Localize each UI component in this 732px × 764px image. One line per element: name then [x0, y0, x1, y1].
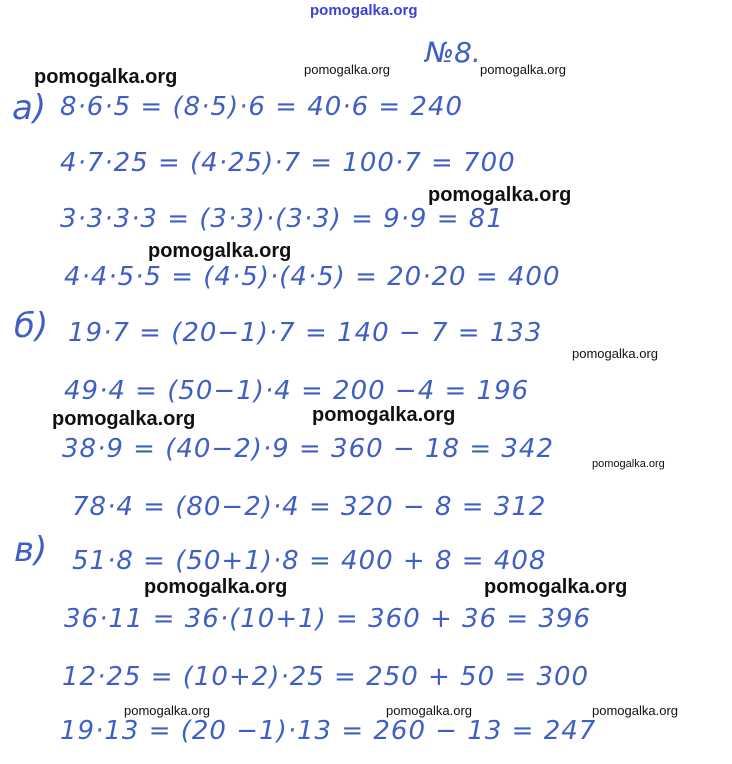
- label-v: в): [14, 530, 48, 570]
- watermark: pomogalka.org: [386, 703, 472, 718]
- watermark: pomogalka.org: [428, 184, 572, 206]
- line-a2: 4·7·25 = (4·25)·7 = 100·7 = 700: [60, 148, 516, 178]
- line-a1: 8·6·5 = (8·5)·6 = 40·6 = 240: [60, 92, 464, 122]
- line-v4: 19·13 = (20 −1)·13 = 260 − 13 = 247: [60, 716, 597, 746]
- line-v3: 12·25 = (10+2)·25 = 250 + 50 = 300: [62, 662, 590, 692]
- label-b: б): [14, 306, 49, 346]
- watermark: pomogalka.org: [34, 66, 178, 88]
- line-b3: 38·9 = (40−2)·9 = 360 − 18 = 342: [62, 434, 554, 464]
- line-b2: 49·4 = (50−1)·4 = 200 −4 = 196: [64, 376, 530, 406]
- line-a4: 4·4·5·5 = (4·5)·(4·5) = 20·20 = 400: [64, 262, 561, 292]
- line-a3: 3·3·3·3 = (3·3)·(3·3) = 9·9 = 81: [60, 204, 504, 234]
- watermark: pomogalka.org: [148, 240, 292, 262]
- watermark: pomogalka.org: [312, 404, 456, 426]
- problem-number: №8.: [425, 36, 481, 69]
- line-v1: 51·8 = (50+1)·8 = 400 + 8 = 408: [72, 546, 547, 576]
- line-b1: 19·7 = (20−1)·7 = 140 − 7 = 133: [68, 318, 543, 348]
- watermark: pomogalka.org: [480, 62, 566, 77]
- line-v2: 36·11 = 36·(10+1) = 360 + 36 = 396: [64, 604, 592, 634]
- label-a: а): [12, 88, 47, 128]
- watermark-top: pomogalka.org: [310, 2, 418, 19]
- watermark: pomogalka.org: [304, 62, 390, 77]
- watermark: pomogalka.org: [52, 408, 196, 430]
- watermark: pomogalka.org: [572, 346, 658, 361]
- line-b4: 78·4 = (80−2)·4 = 320 − 8 = 312: [72, 492, 547, 522]
- watermark: pomogalka.org: [124, 703, 210, 718]
- watermark: pomogalka.org: [484, 576, 628, 598]
- watermark: pomogalka.org: [592, 458, 665, 470]
- watermark: pomogalka.org: [592, 703, 678, 718]
- watermark: pomogalka.org: [144, 576, 288, 598]
